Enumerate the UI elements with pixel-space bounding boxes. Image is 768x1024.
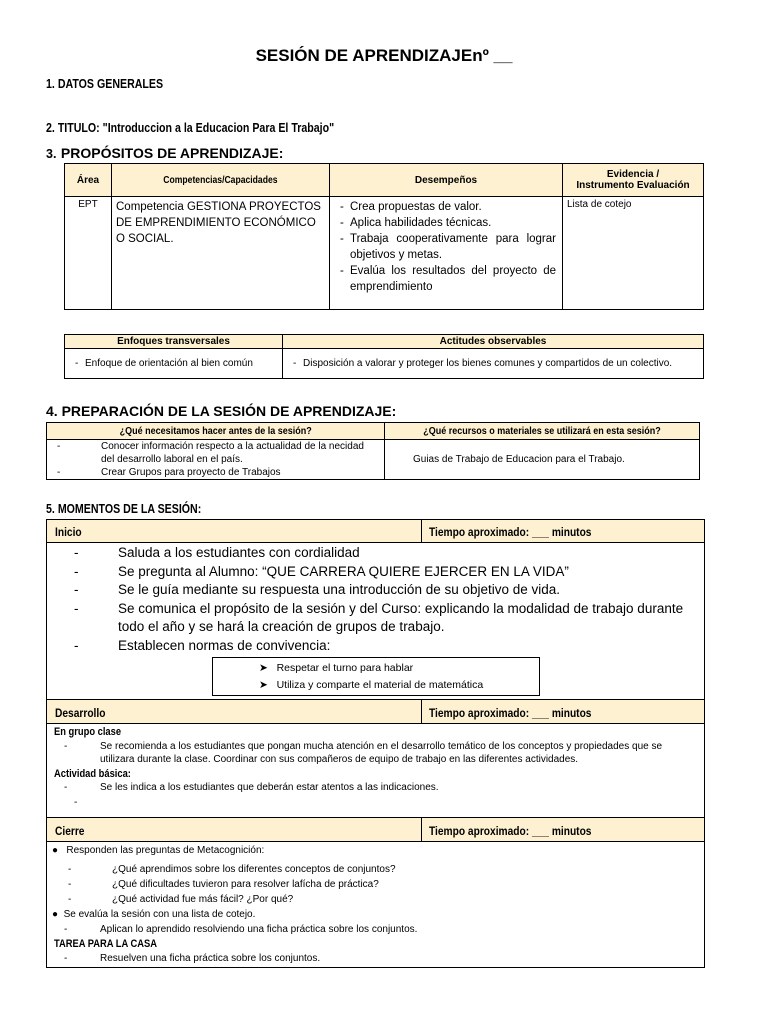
arrow-icon: ➤ xyxy=(259,679,268,691)
section-datos-generales: 1. DATOS GENERALES xyxy=(46,77,164,91)
grupo-list xyxy=(54,740,698,766)
enfoque-cell: - Enfoque de orientación al bien común xyxy=(65,349,283,379)
divider xyxy=(421,520,422,542)
bullet-icon: ● xyxy=(52,845,59,856)
list-item: - Crear Grupos para proyecto de Trabajos xyxy=(47,466,380,479)
section-propositos xyxy=(46,145,283,163)
list-item: - Trabaja cooperativamente para lograr objetivos y metas. xyxy=(330,231,556,263)
cierre-bar xyxy=(46,817,705,842)
section-number: 3. xyxy=(46,147,57,161)
norma-item: ➤ Respetar el turno para hablar xyxy=(259,662,414,674)
section-propositos-label: PROPÓSITOS DE APRENDIZAJE: xyxy=(60,145,284,161)
cierre-tiempo: Tiempo aproximado: ___ minutos xyxy=(429,824,592,838)
tarea-list xyxy=(54,952,694,965)
list-item: - ¿Qué actividad fue más fácil? ¿Por qué? xyxy=(58,892,698,907)
header-evidencia: Evidencia / Instrumento Evaluación xyxy=(563,164,704,197)
competencia-cell: Competencia GESTIONA PROYECTOS DE EMPRENDIMIENTO ECONÓMICO O SOCIAL. xyxy=(112,197,330,310)
list-item: - Se le guía mediante su respuesta una introducción de su objetivo de vida. xyxy=(64,581,694,600)
grupo-clase-label: En grupo clase xyxy=(54,726,122,738)
normas-box xyxy=(212,657,540,696)
section-preparacion: 4. PREPARACIÓN DE LA SESIÓN DE APRENDIZAJE: xyxy=(46,403,397,419)
desarrollo-bar xyxy=(46,699,705,724)
list-item: - Crea propuestas de valor. xyxy=(330,199,556,215)
divider xyxy=(421,700,422,723)
list-item: - Se recomienda a los estudiantes que pongan mucha atención en el desarrollo temático de los conceptos y propiedades que se utilizara durante la clase. Coordinar con sus compañeros de equipo de trabajo en las diferentes actividades. xyxy=(54,740,698,766)
enfoques-table xyxy=(64,334,704,379)
evidencia-cell: Lista de cotejo xyxy=(563,197,704,310)
aplican-list xyxy=(54,923,694,936)
actitud-cell: - Disposición a valorar y proteger los bienes comunes y compartidos de un colectivo. xyxy=(283,349,704,379)
desempenos-cell xyxy=(330,197,563,310)
header-que-necesitamos: ¿Qué necesitamos hacer antes de la sesión? xyxy=(47,423,385,440)
desarrollo-tiempo: Tiempo aproximado: ___ minutos xyxy=(429,706,592,720)
header-actitudes: Actitudes observables xyxy=(283,335,704,349)
list-item: - Se pregunta al Alumno: “QUE CARRERA QUIERE EJERCER EN LA VIDA” xyxy=(64,563,694,582)
inicio-bar xyxy=(46,519,705,543)
inicio-tiempo: Tiempo aproximado: ___ minutos xyxy=(429,525,592,539)
divider xyxy=(421,818,422,841)
evalua-item: ● Se evalúa la sesión con una lista de cotejo. xyxy=(52,909,256,920)
list-item: - ¿Qué aprendimos sobre los diferentes conceptos de conjuntos? xyxy=(58,862,698,877)
header-area: Área xyxy=(65,164,112,197)
norma-item: ➤ Utiliza y comparte el material de matemática xyxy=(259,679,484,691)
list-item: - ¿Qué dificultades tuvieron para resolver lafícha de práctica? xyxy=(58,877,698,892)
list-item: - Se comunica el propósito de la sesión y del Curso: explicando la modalidad de trabajo durante todo el año y se hará la creación de grupos de trabajo. xyxy=(64,600,694,637)
list-item: - Aplica habilidades técnicas. xyxy=(330,215,556,231)
preparacion-table xyxy=(46,422,700,480)
recursos-cell: Guias de Trabajo de Educacion para el Trabajo. xyxy=(385,440,700,480)
actividad-basica-label: Actividad básica: xyxy=(54,768,131,780)
list-item: - Aplican lo aprendido resolviendo una ficha práctica sobre los conjuntos. xyxy=(54,923,694,936)
desarrollo-label: Desarrollo xyxy=(55,706,106,720)
list-item: - Establecen normas de convivencia: xyxy=(64,637,694,656)
page-title: SESIÓN DE APRENDIZAJEnº __ xyxy=(255,46,513,65)
empty-dash: - xyxy=(74,797,78,808)
header-que-recursos: ¿Qué recursos o materiales se utilizará en esta sesión? xyxy=(385,423,700,440)
area-cell: EPT xyxy=(65,197,112,310)
header-desempenos: Desempeños xyxy=(330,164,563,197)
bullet-icon: ● xyxy=(52,909,59,920)
inicio-list xyxy=(64,544,694,655)
list-item: - Conocer información respecto a la actualidad de la necidad del desarrollo laboral en el país. xyxy=(47,440,380,466)
preguntas-list xyxy=(58,862,698,907)
list-item: - Evalúa los resultados del proyecto de emprendimiento xyxy=(330,263,556,295)
section-momentos: 5. MOMENTOS DE LA SESIÓN: xyxy=(46,502,202,516)
metacognicion-item: ● Responden las preguntas de Metacognición: xyxy=(52,845,265,856)
arrow-icon: ➤ xyxy=(259,662,268,674)
header-competencias: Competencias/Capacidades xyxy=(112,164,330,197)
section-titulo: 2. TITULO: "Introduccion a la Educacion Para El Trabajo" xyxy=(46,121,335,135)
prep-items-cell xyxy=(47,440,385,480)
propositos-table xyxy=(64,163,704,310)
list-item: - Saluda a los estudiantes con cordialidad xyxy=(64,544,694,563)
tarea-label: TAREA PARA LA CASA xyxy=(54,938,158,950)
actividad-list xyxy=(54,781,698,794)
list-item: - Resuelven una ficha práctica sobre los conjuntos. xyxy=(54,952,694,965)
list-item: - Se les indica a los estudiantes que deberán estar atentos a las indicaciones. xyxy=(54,781,698,794)
header-enfoques: Enfoques transversales xyxy=(65,335,283,349)
cierre-label: Cierre xyxy=(55,824,85,838)
inicio-label: Inicio xyxy=(55,525,82,539)
